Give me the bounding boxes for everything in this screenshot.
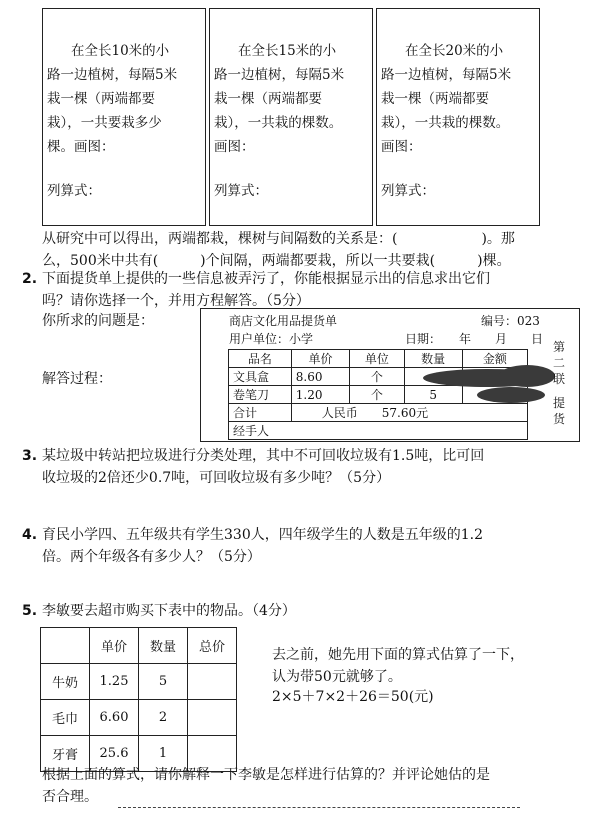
- box-text-line: 栽一棵（两端都要: [47, 91, 155, 107]
- question-number: 5.: [22, 603, 38, 619]
- bill-date: 日期： 年 月 日: [405, 332, 544, 346]
- q2-line-2: 吗？请你选择一个，并用方程解答。（5分）: [42, 293, 310, 309]
- box-text-line: 棵。画图：: [47, 139, 115, 155]
- box-text-line: 画图：: [381, 139, 422, 155]
- bill-number: 编号：023: [481, 314, 540, 328]
- box-text-line: 画图：: [214, 139, 255, 155]
- ink-smudge: [499, 365, 555, 387]
- box-text-line: 路一边植树，每隔5米: [381, 67, 512, 83]
- delivery-bill: [200, 308, 580, 442]
- bill-header-cell: 单价: [291, 350, 349, 368]
- question-number: 2.: [22, 271, 38, 287]
- bill-total-label: 合计: [229, 404, 292, 422]
- problem-box-3: [376, 8, 540, 226]
- question-number: 3.: [22, 448, 38, 464]
- bill-header-cell: 数量: [404, 350, 462, 368]
- summary-line-1: 从研究中可以得出，两端都栽，棵树与间隔数的关系是：( )。那: [42, 231, 515, 247]
- bill-side-label: 第二联: [553, 340, 566, 386]
- bill-header-cell: 金额: [462, 350, 527, 368]
- q5-ask-1: 根据上面的算式，请你解释一下李敏是怎样进行估算的？并评论她估的是: [42, 767, 490, 783]
- box-text-line: 路一边植树，每隔5米: [47, 67, 178, 83]
- bill-cell: 个: [350, 368, 405, 386]
- goods-header-cell: 单价: [90, 628, 139, 664]
- box-text-line: 路一边植树，每隔5米: [214, 67, 345, 83]
- bill-cell: 8.60: [291, 368, 349, 386]
- bill-title: 商店文化用品提货单: [229, 314, 338, 328]
- bill-cell: 个: [350, 386, 405, 404]
- box-formula-label: 列算式：: [381, 183, 435, 199]
- box-text-line: 在全长20米的小: [405, 43, 504, 59]
- goods-table: [40, 627, 237, 772]
- box-text-line: 栽一棵（两端都要: [214, 91, 322, 107]
- q5-note-1: 去之前，她先用下面的算式估算了一下，: [272, 647, 524, 663]
- goods-cell: 5: [139, 664, 188, 700]
- bill-header-cell: 品名: [229, 350, 292, 368]
- question-number: 4.: [22, 527, 38, 543]
- q5-line-1: 李敏要去超市购买下表中的物品。（4分）: [42, 603, 296, 619]
- problem-box-2: [209, 8, 373, 226]
- goods-cell: 1.25: [90, 664, 139, 700]
- goods-cell: 牛奶: [41, 664, 90, 700]
- answer-dashed-line: [118, 807, 520, 808]
- q5-ask-2: 否合理。: [42, 789, 98, 805]
- bill-total-value: 人民币 57.60元: [291, 404, 527, 422]
- goods-cell: [188, 700, 237, 736]
- goods-cell: 毛巾: [41, 700, 90, 736]
- problem-box-1: [42, 8, 206, 226]
- box-text-line: 栽一棵（两端都要: [381, 91, 489, 107]
- q4-line-2: 倍。两个年级各有多少人？（5分）: [42, 549, 261, 565]
- q5-formula: 2×5＋7×2＋26＝50(元): [272, 689, 434, 705]
- goods-cell: 1: [139, 736, 188, 772]
- bill-header-cell: 单位: [350, 350, 405, 368]
- bill-side-label: 提货: [553, 396, 566, 426]
- goods-cell: 牙膏: [41, 736, 90, 772]
- box-formula-label: 列算式：: [47, 183, 101, 199]
- goods-header-cell: 总价: [188, 628, 237, 664]
- bill-customer: 用户单位：小学: [229, 332, 314, 346]
- goods-cell: [188, 664, 237, 700]
- goods-header-cell: [41, 628, 90, 664]
- q2-line-1: 下面提货单上提供的一些信息被弄污了，你能根据显示出的信息求出它们: [42, 271, 490, 287]
- bill-cell: 卷笔刀: [229, 386, 292, 404]
- ink-smudge: [477, 387, 545, 403]
- q5-note-2: 认为带50元就够了。: [272, 669, 402, 685]
- summary-line-2: 么，500米中共有( )个间隔，两端都要栽，所以一共要栽( )棵。: [42, 253, 511, 269]
- bill-cell: 1.20: [291, 386, 349, 404]
- goods-header-cell: 数量: [139, 628, 188, 664]
- bill-handler: 经手人: [229, 422, 528, 440]
- box-text-line: 在全长10米的小: [71, 43, 170, 59]
- bill-cell: 文具盒: [229, 368, 292, 386]
- box-text-line: 在全长15米的小: [238, 43, 337, 59]
- q2-process-label: 解答过程：: [42, 371, 112, 387]
- q3-line-2: 收垃圾的2倍还少0.7吨，可回收垃圾有多少吨？（5分）: [42, 470, 391, 486]
- box-text-line: 栽），一共栽的棵数。: [214, 115, 343, 131]
- q2-ask-label: 你所求的问题是：: [42, 313, 154, 329]
- q4-line-1: 育民小学四、五年级共有学生330人，四年级学生的人数是五年级的1.2: [42, 527, 483, 543]
- box-text-line: 栽），一共要栽多少: [47, 115, 162, 131]
- bill-cell: 5: [404, 386, 462, 404]
- box-text-line: 栽），一共栽的棵数。: [381, 115, 510, 131]
- q3-line-1: 某垃圾中转站把垃圾进行分类处理，其中不可回收垃圾有1.5吨，比可回: [42, 448, 485, 464]
- goods-cell: 25.6: [90, 736, 139, 772]
- box-formula-label: 列算式：: [214, 183, 268, 199]
- goods-cell: 6.60: [90, 700, 139, 736]
- goods-cell: 2: [139, 700, 188, 736]
